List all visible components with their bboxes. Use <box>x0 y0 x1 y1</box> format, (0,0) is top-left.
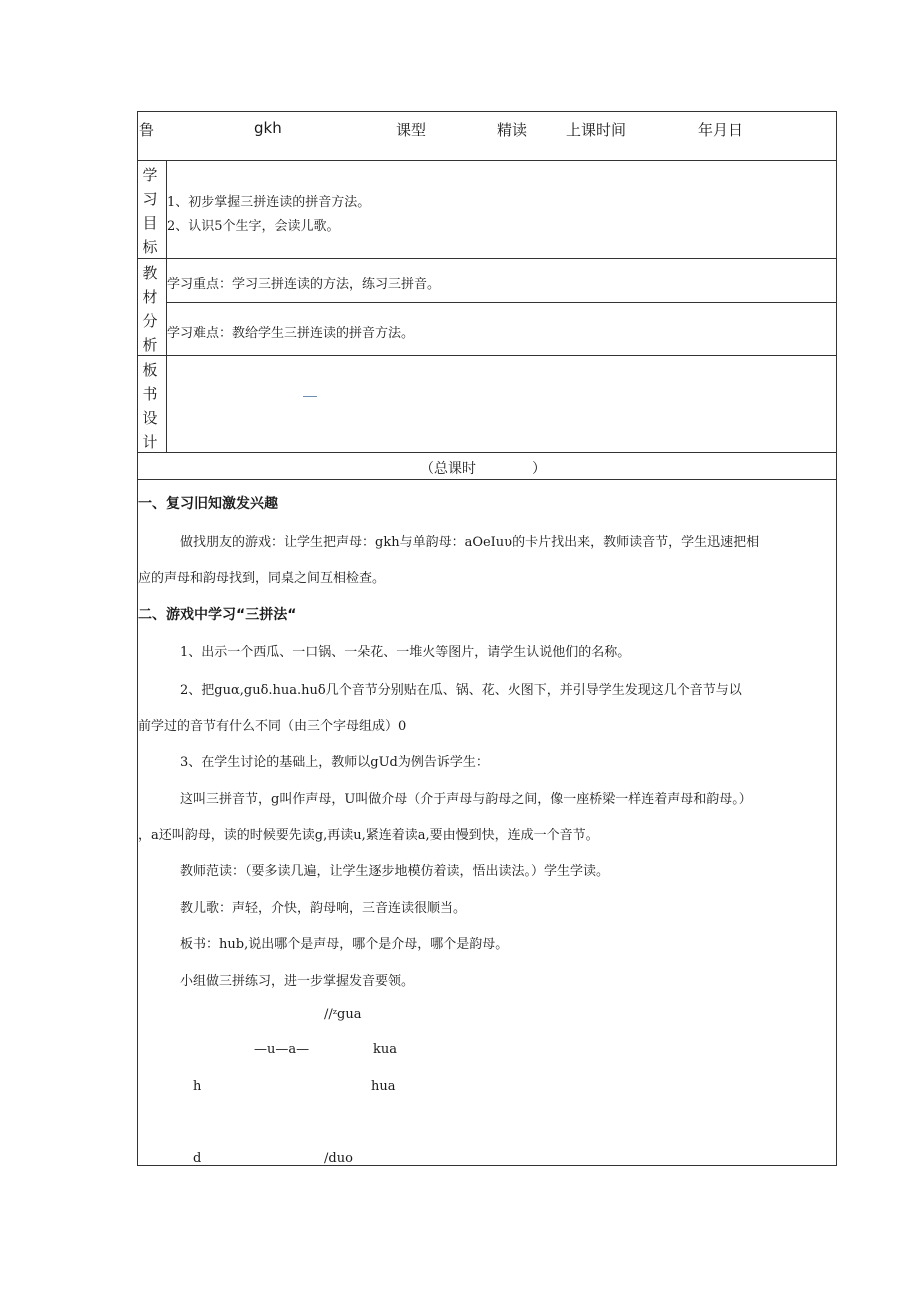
paragraph: 2、把guα,guδ.hua.huδ几个音节分别贴在瓜、锅、花、火图下，并引导学生发现这几个音节与以 <box>180 683 742 698</box>
paragraph: 教师范读：（要多读几遍，让学生逐步地模仿着读，悟出读法。）学生学读。 <box>180 864 610 879</box>
paragraph: 前学过的音节有什么不同（由三个字母组成）0 <box>138 719 407 734</box>
paragraph: ，a还叫韵母，读的时候要先读g,再读u,紧连着读a,要由慢到快，连成一个音节。 <box>138 828 599 843</box>
diagram-hua: hua <box>371 1079 396 1094</box>
board-label: 板 书 设 计 <box>142 361 158 451</box>
diagram-gua: //ᶻgua <box>324 1007 362 1022</box>
paragraph: 1、出示一个西瓜、一口锅、一朵花、一堆火等图片，请学生认说他们的名称。 <box>180 645 631 660</box>
goal-item: 2、认识5个生字，会读儿歌。 <box>167 219 340 234</box>
paragraph: 板书：hub,说出哪个是声母，哪个是介母，哪个是韵母。 <box>180 937 509 952</box>
diagram-d: d <box>193 1151 202 1166</box>
diagram-h: h <box>193 1079 202 1094</box>
difficulty: 学习难点：教给学生三拼连读的拼音方法。 <box>167 326 415 341</box>
row-divider <box>137 160 837 161</box>
paragraph: 应的声母和韵母找到，同桌之间互相检查。 <box>138 571 386 586</box>
subject-label: 鲁 <box>139 121 155 139</box>
row-divider <box>137 355 837 356</box>
goal-item: 1、初步掌握三拼连读的拼音方法。 <box>167 195 371 210</box>
row-divider <box>137 452 837 453</box>
date-label: 年月日 <box>698 121 744 139</box>
lesson-plan-table <box>137 111 837 1166</box>
paragraph: 做找朋友的游戏：让学生把声母：gkh与单韵母：aOeIuυ的卡片找出来，教师读音节，学生迅速把相 <box>180 535 760 550</box>
row-divider <box>137 258 837 259</box>
paragraph: 3、在学生讨论的基础上，教师以gUd为例告诉学生： <box>180 755 489 770</box>
section-title: 一、复习旧知激发兴趣 <box>138 496 278 512</box>
section-title: 二、游戏中学习“三拼法“ <box>138 607 297 623</box>
time-label: 上课时间 <box>566 121 627 139</box>
diagram-kua: kua <box>373 1042 398 1057</box>
board-dash-mark <box>303 396 317 397</box>
lesson-title: gkh <box>254 119 282 137</box>
row-divider <box>137 479 837 480</box>
paragraph: 教儿歌：声轻，介快，韵母响，三音连读很顺当。 <box>180 901 467 916</box>
goals-label: 学 习 目 标 <box>142 166 158 256</box>
diagram-ua-line: —u—a— <box>254 1042 310 1057</box>
type-label: 课型 <box>396 121 427 139</box>
type-value: 精读 <box>497 121 528 139</box>
row-divider <box>166 302 837 303</box>
key-point: 学习重点：学习三拼连读的方法，练习三拼音。 <box>167 277 441 292</box>
analysis-label: 教 材 分 析 <box>142 264 158 354</box>
paragraph: 这叫三拼音节，g叫作声母，U叫做介母（介于声母与韵母之间，像一座桥梁一样连着声母和韵母。） <box>180 792 752 807</box>
paragraph: 小组做三拼练习，进一步掌握发音要领。 <box>180 974 415 989</box>
total-periods: （总课时 ） <box>420 461 546 477</box>
diagram-duo: /duo <box>324 1151 353 1166</box>
